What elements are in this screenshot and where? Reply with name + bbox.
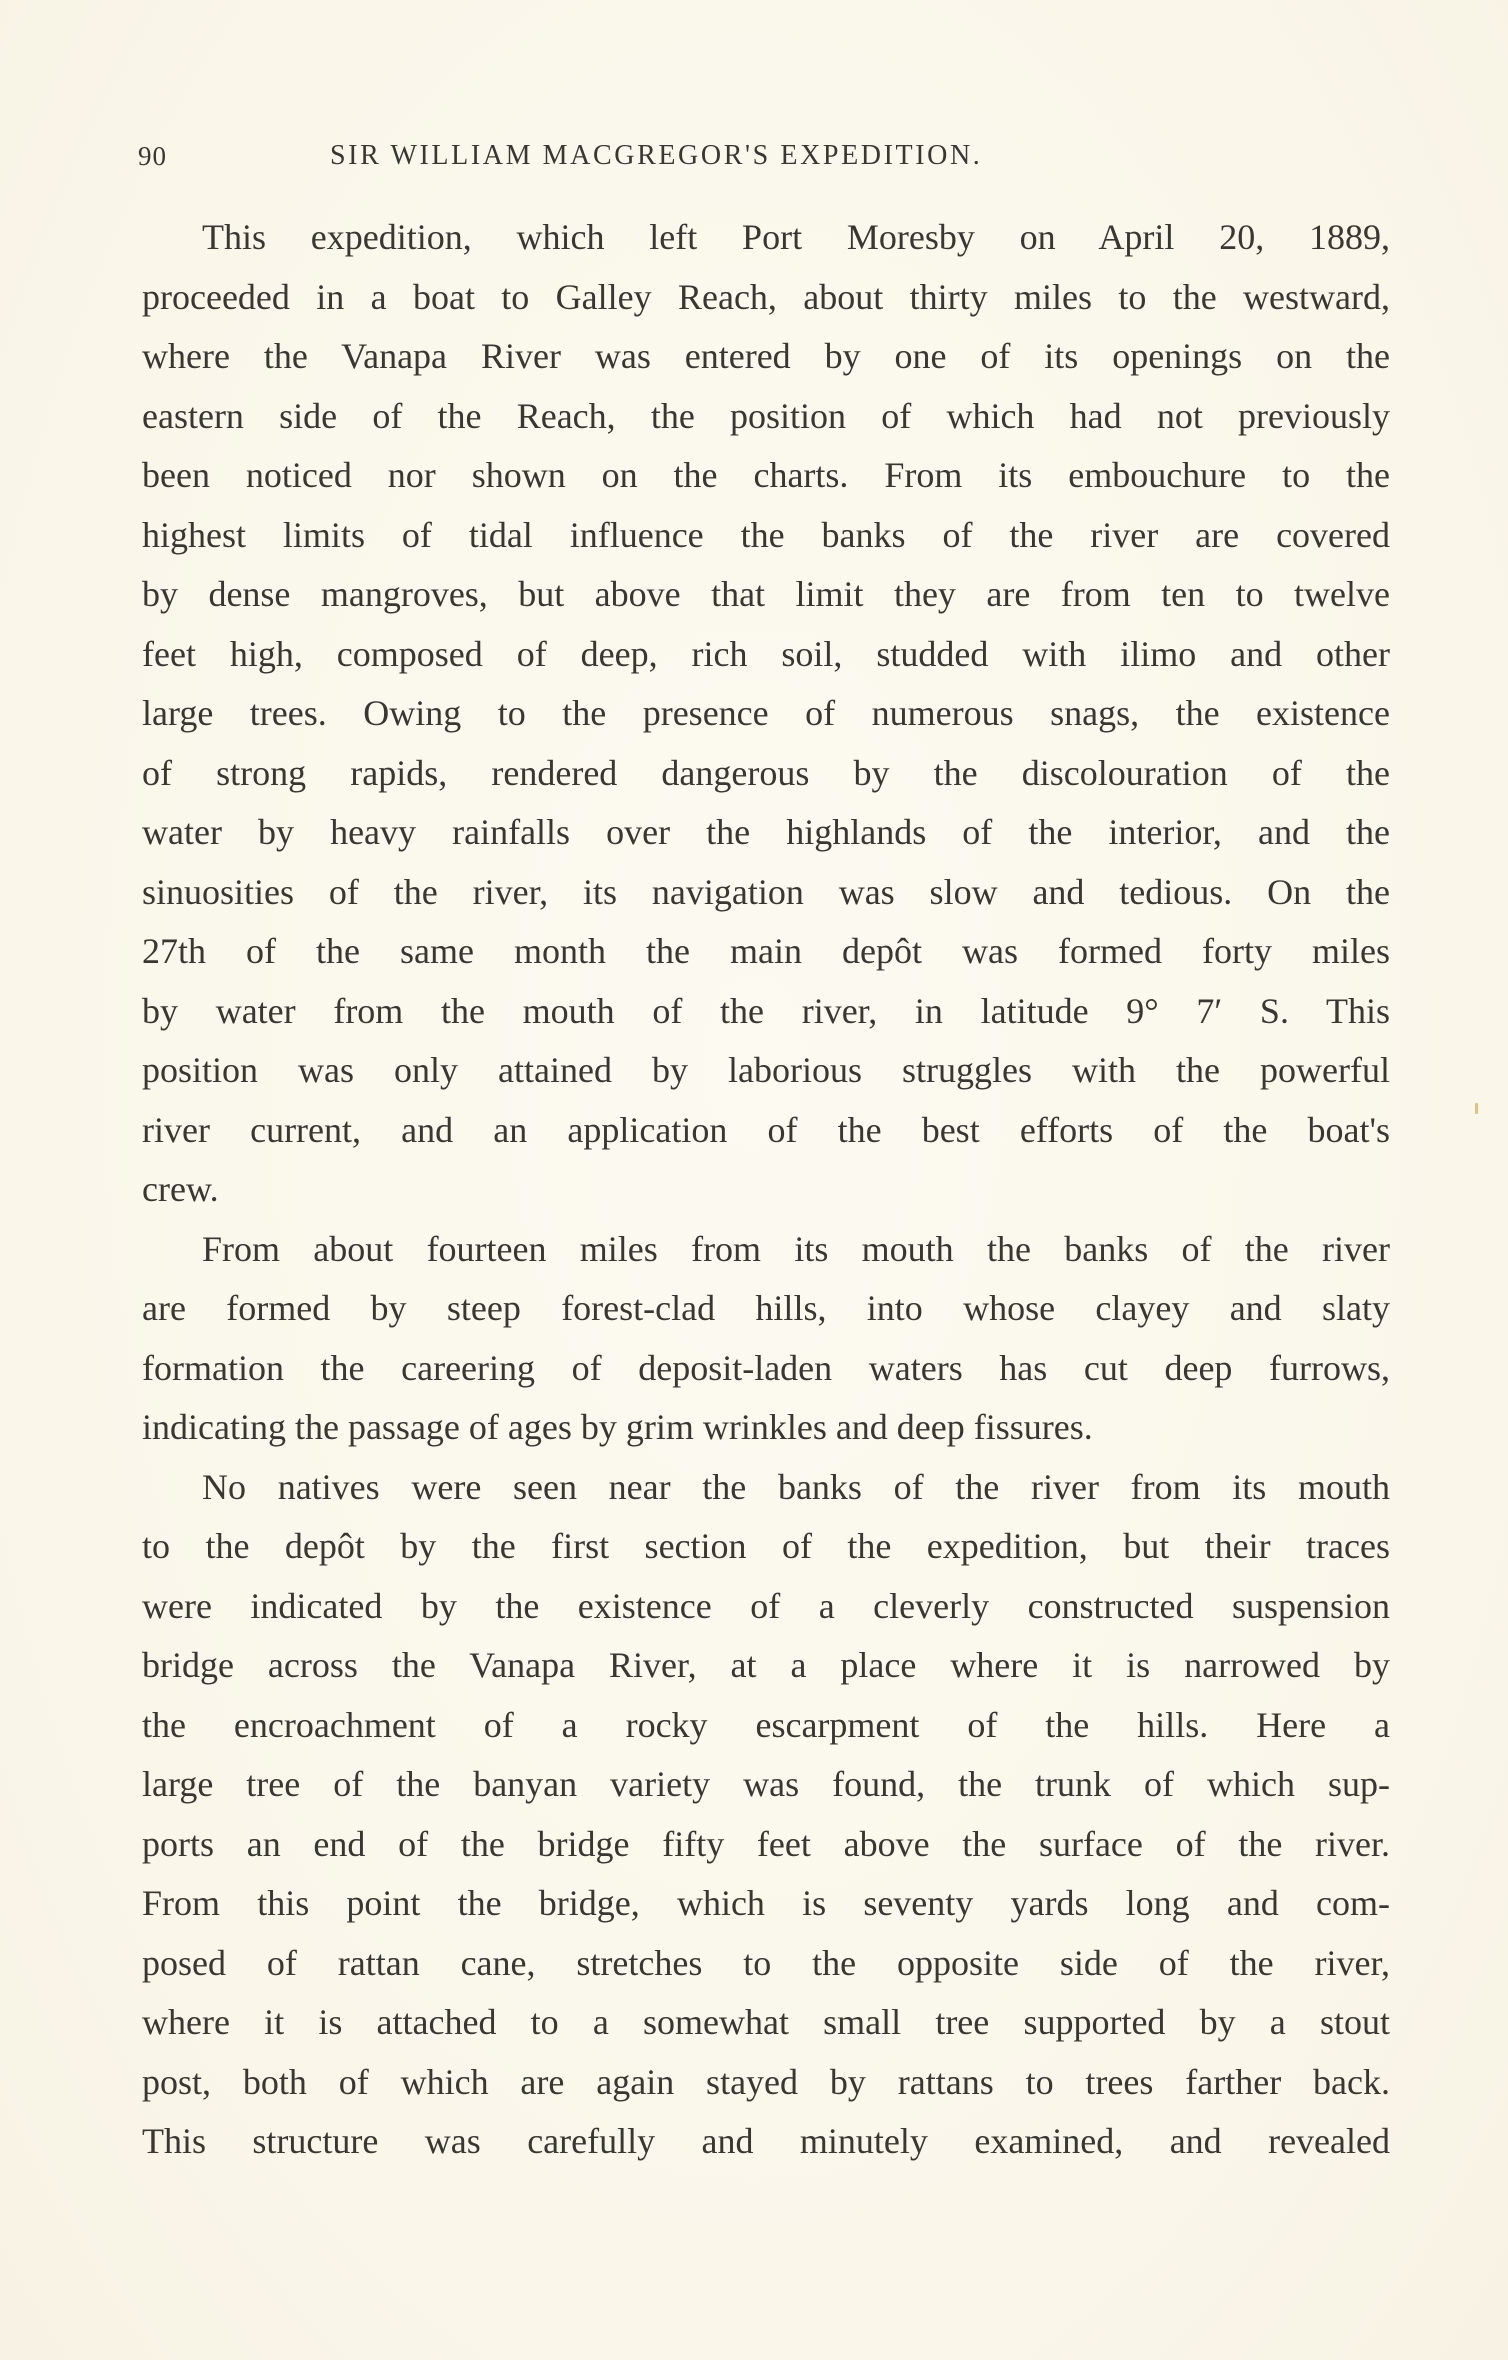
text-line: river current, and an application of the best efforts of the boat's <box>142 1109 1390 1150</box>
margin-speck <box>1475 1103 1478 1114</box>
text-line: This expedition, which left Port Moresby on April 20, 1889, <box>202 217 1390 257</box>
text-line: post, both of which are again stayed by rattans to trees farther back. <box>142 2061 1390 2102</box>
text-line: This structure was carefully and minutely examined, and revealed <box>142 2121 1390 2161</box>
text-line: indicating the passage of ages by grim wrinkles and deep fissures. <box>142 1407 1093 1447</box>
text-line: From this point the bridge, which is seventy yards long and com- <box>142 1883 1390 1923</box>
text-line: sinuosities of the river, its navigation was slow and tedious. On the <box>142 871 1390 912</box>
text-line: by dense mangroves, but above that limit they are from ten to twelve <box>142 574 1390 614</box>
text-line: formation the careering of deposit-laden waters has cut deep furrows, <box>142 1347 1390 1388</box>
text-line: ports an end of the bridge fifty feet above the surface of the river. <box>142 1823 1390 1864</box>
text-line: eastern side of the Reach, the position of which had not previously <box>142 395 1390 436</box>
text-line: crew. <box>142 1169 219 1209</box>
text-line: position was only attained by laborious struggles with the powerful <box>142 1050 1390 1090</box>
text-line: large tree of the banyan variety was found, the trunk of which sup- <box>142 1764 1390 1804</box>
text-line: feet high, composed of deep, rich soil, studded with ilimo and other <box>142 633 1390 674</box>
text-line: 27th of the same month the main depôt was formed forty miles <box>142 931 1390 971</box>
running-head <box>138 136 1398 176</box>
text-line: where it is attached to a somewhat small tree supported by a stout <box>142 2002 1390 2042</box>
text-line: proceeded in a boat to Galley Reach, about thirty miles to the westward, <box>142 276 1390 317</box>
body-text <box>142 212 1390 2176</box>
running-title: SIR WILLIAM MACGREGOR'S EXPEDITION. <box>330 140 983 171</box>
text-line: by water from the mouth of the river, in latitude 9° 7′ S. This <box>142 990 1390 1031</box>
text-line: large trees. Owing to the presence of numerous snags, the existence <box>142 693 1390 733</box>
text-line: From about fourteen miles from its mouth the banks of the river <box>202 1228 1390 1269</box>
text-line: posed of rattan cane, stretches to the opposite side of the river, <box>142 1942 1390 1983</box>
text-line: were indicated by the existence of a cleverly constructed suspension <box>142 1585 1390 1626</box>
text-line: of strong rapids, rendered dangerous by the discolouration of the <box>142 752 1390 793</box>
text-line: been noticed nor shown on the charts. From its embouchure to the <box>142 455 1390 495</box>
page-number: 90 <box>138 141 167 171</box>
paragraph <box>142 1224 1390 1462</box>
text-line: where the Vanapa River was entered by one of its openings on the <box>142 336 1390 376</box>
text-line: the encroachment of a rocky escarpment of the hills. Here a <box>142 1704 1390 1745</box>
text-line: No natives were seen near the banks of the river from its mouth <box>202 1466 1390 1507</box>
text-line: to the depôt by the first section of the expedition, but their traces <box>142 1526 1390 1566</box>
text-line: bridge across the Vanapa River, at a place where it is narrowed by <box>142 1645 1390 1685</box>
text-line: highest limits of tidal influence the banks of the river are covered <box>142 514 1390 555</box>
text-line: are formed by steep forest-clad hills, into whose clayey and slaty <box>142 1288 1390 1328</box>
text-line: water by heavy rainfalls over the highlands of the interior, and the <box>142 812 1390 852</box>
paragraph <box>142 212 1390 1224</box>
paragraph <box>142 1462 1390 2176</box>
